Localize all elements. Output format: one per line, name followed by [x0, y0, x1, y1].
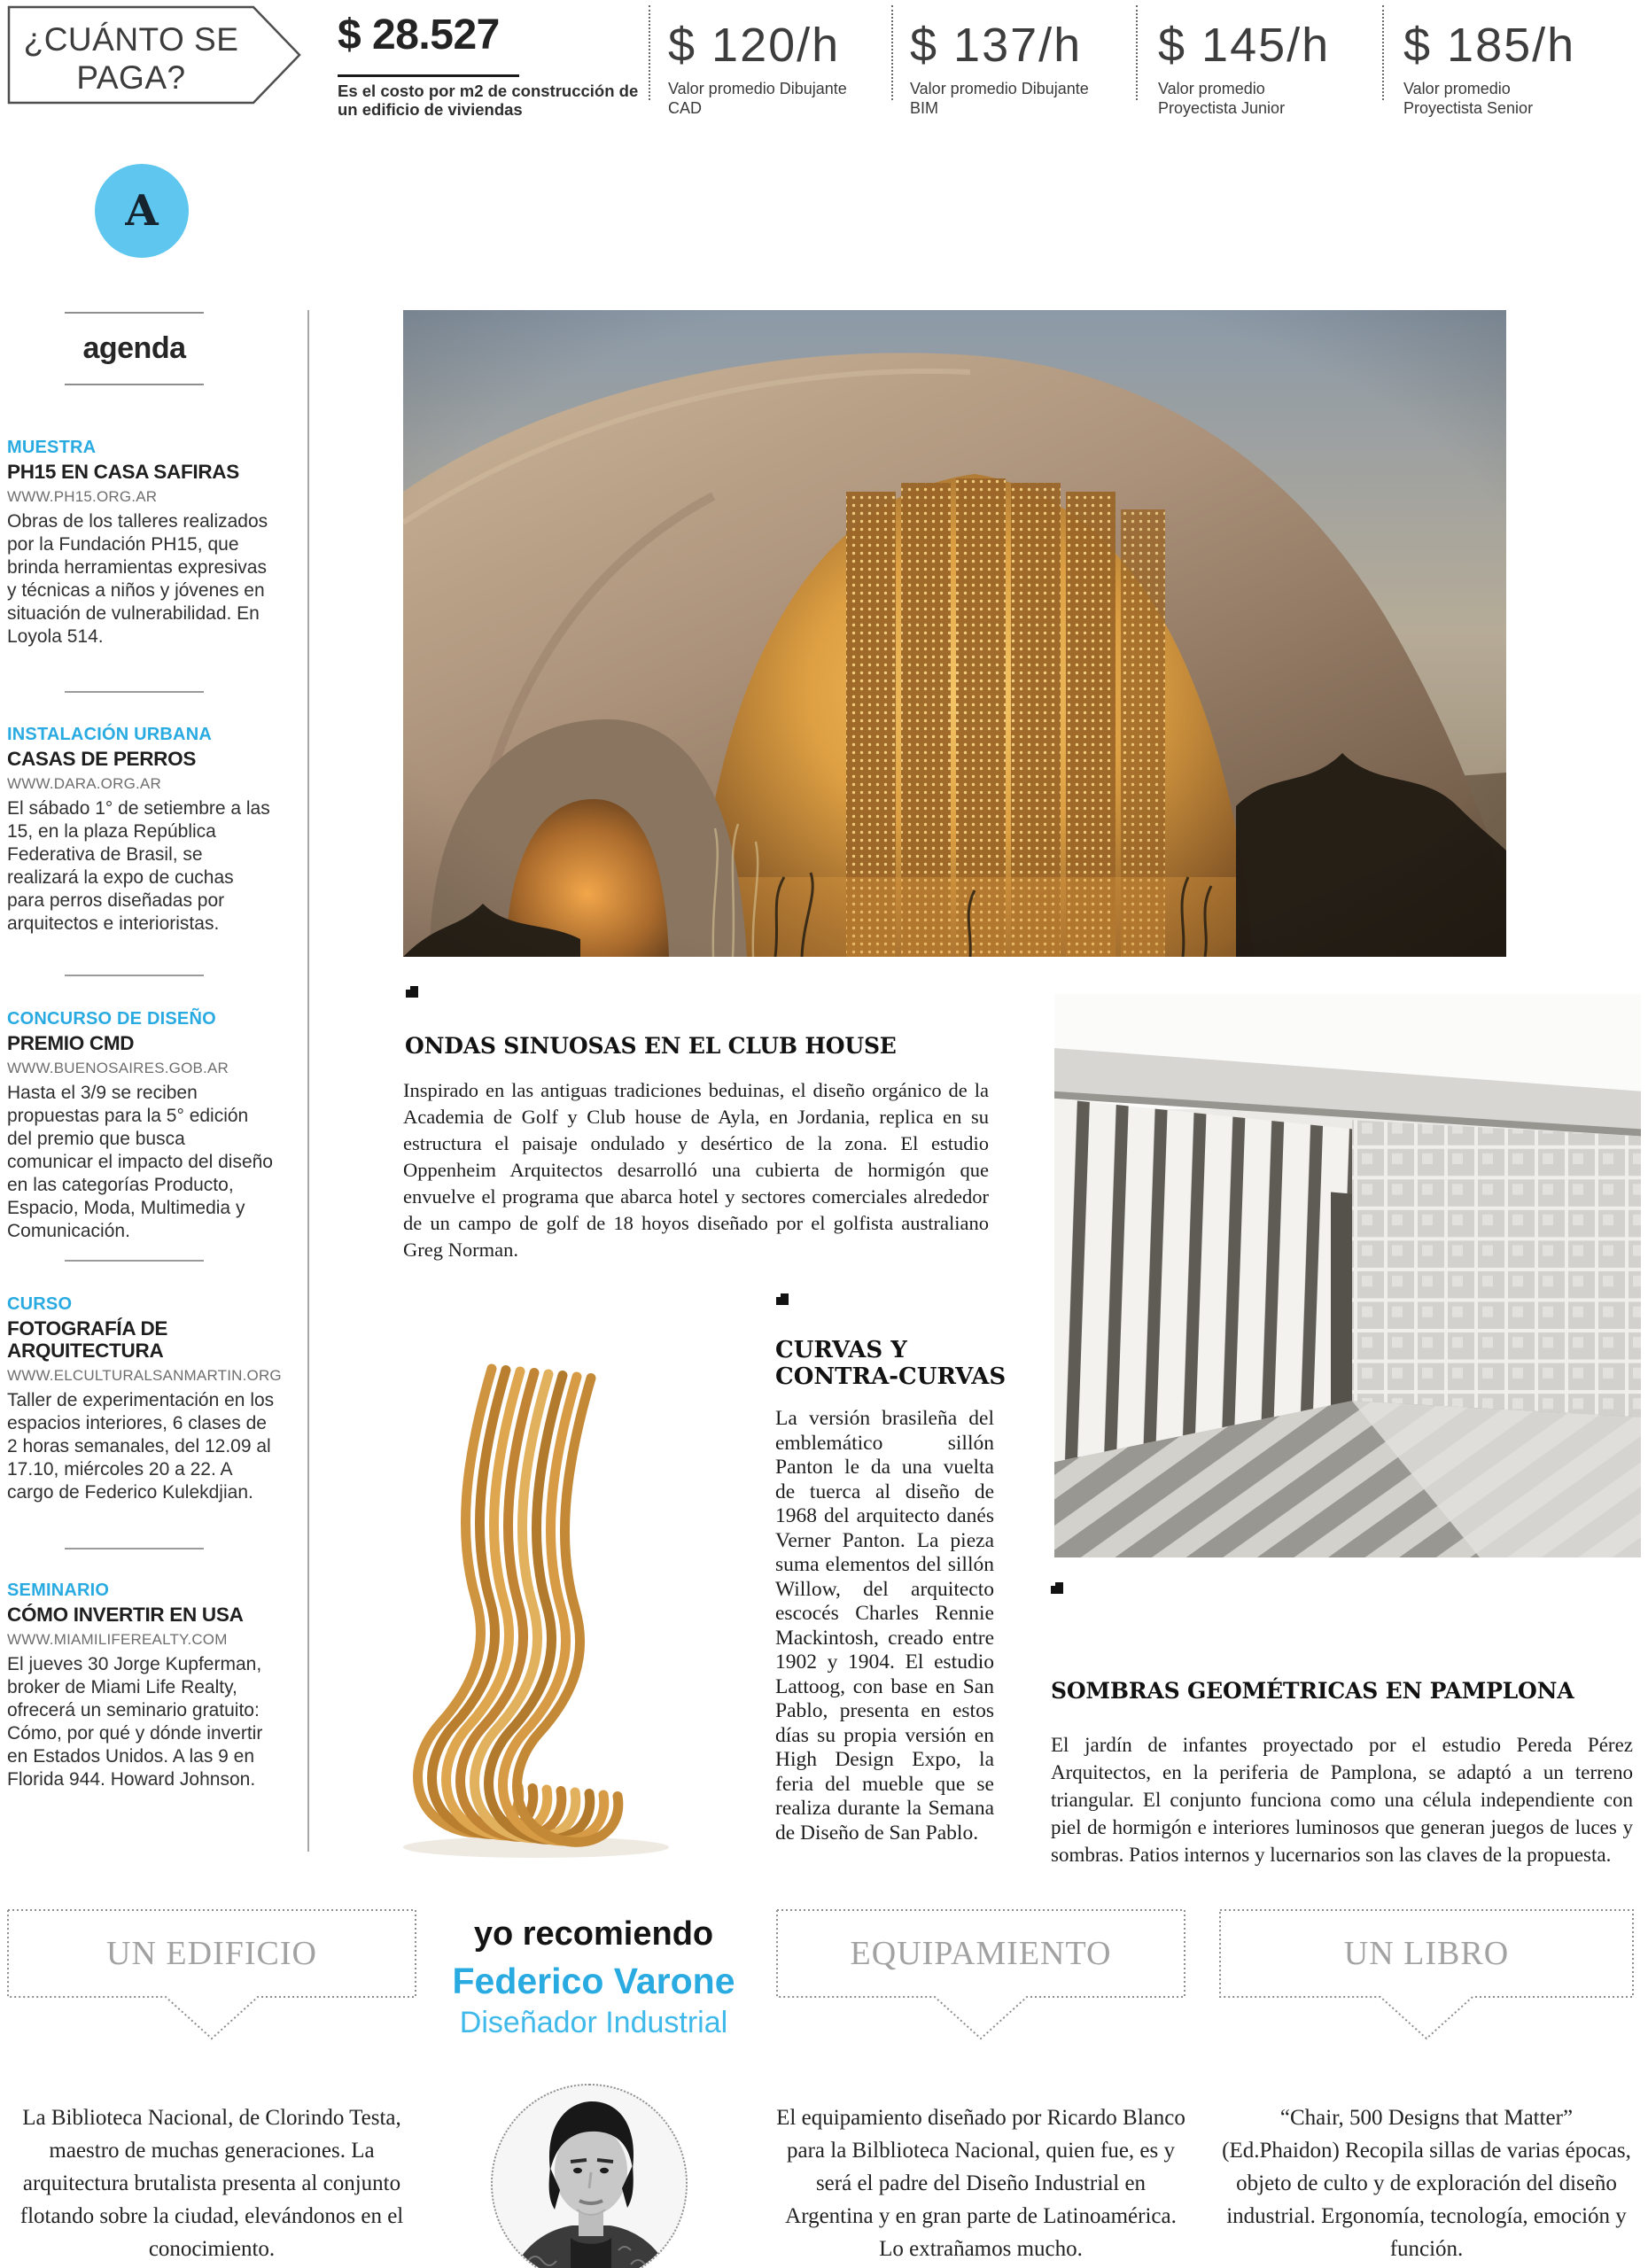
chair-photo	[359, 1333, 696, 1865]
clubhouse-body: Inspirado en las antiguas tradiciones beduinas, el diseño orgánico de la Academia de Golf y Club house de Ayla, en Jordania, replica en su estructura el paisaje ondulado y desértico de la zona. El estudio Oppenheim Arquitectos desarrolló una cubierta de hormigón que envuelve el programa que abarca hotel y sectores comerciales alrededor de un campo de golf de 18 hoyos diseñado por el golfista australiano Greg Norman.	[403, 1079, 989, 1261]
agenda-item-body: Hasta el 3/9 se reciben propuestas para la 5° edición del premio que busca comunicar el impacto del diseño en las categorías Producto, Espacio, Moda, Multimedia y Comunicación.	[7, 1083, 273, 1242]
agenda-item-body: El sábado 1° de setiembre a las 15, en la plaza República Federativa de Brasil, se realizará la expo de cuchas para perros diseñadas por arquitectos e interioristas.	[7, 798, 270, 935]
agenda-item-url: WWW.BUENOSAIRES.GOB.AR	[7, 1060, 229, 1077]
club-house-photo	[403, 310, 1506, 957]
banner-un-libro	[1219, 1909, 1634, 2042]
clubhouse-caption: ONDAS SINUOSAS EN EL CLUB HOUSE	[405, 1033, 897, 1059]
main-stat-desc: Es el costo por m2 de construcción de un edificio de viviendas	[338, 82, 639, 120]
banner-equipamiento	[776, 1909, 1185, 2042]
banner-label: UN EDIFICIO	[106, 1935, 317, 1972]
agenda-item-category: INSTALACIÓN URBANA	[7, 725, 212, 744]
corner-mark-icon	[1051, 1582, 1063, 1594]
agenda-item-title: CÓMO INVERTIR EN USA	[7, 1604, 244, 1626]
main-stat-rule	[338, 74, 519, 77]
agenda-item	[7, 1294, 282, 1504]
agenda-divider	[65, 975, 204, 976]
recommend-name: Federico Varone	[452, 1961, 735, 2001]
agenda-item-category: CURSO	[7, 1294, 73, 1314]
edificio-text: La Biblioteca Nacional, de Clorindo Testa, maestro de muchas generaciones. La arquitectura brutalista presenta al conjunto flotando sobre la ciudad, elevándonos en el conocimiento.	[19, 2106, 404, 2261]
banner-label: UN LIBRO	[1343, 1935, 1510, 1972]
agenda-item-category: SEMINARIO	[7, 1581, 110, 1600]
agenda-item-body: Taller de experimentación en los espacios interiores, 6 clases de 2 horas semanales, del 12.09 al 17.10, miércoles 20 a 22. A cargo de Federico Kulekdjian.	[7, 1390, 275, 1503]
equipamiento-text: El equipamiento diseñado por Ricardo Blanco para la Bilblioteca Nacional, quien fue, es y será el padre del Diseño Industrial en Argentina y en gran parte de Latinoamérica. Lo extrañamos mucho.	[776, 2106, 1185, 2261]
curvas-caption: CURVAS Y CONTRA-CURVAS	[775, 1337, 1007, 1390]
recommend-block	[416, 1915, 771, 2040]
portrait-illustration	[493, 2085, 688, 2268]
curvas-body: La versión brasileña del emblemático sillón Panton le da una vuelta de tuerca al diseño de 1968 del arquitecto danés Verner Panton. La pieza suma elementos del sillón Willow, del arquitecto escocés Charles Rennie Mackintosh, creado entre 1902 y 1904. El estudio Lattoog, con base en San Pablo, presenta en estos días su propia versión en High Design Expo, la feria del mueble que se realiza durante la Semana de Diseño de San Pablo.	[775, 1407, 994, 1845]
pamplona-photo	[1054, 994, 1641, 1557]
main-stat-value: $ 28.527	[338, 12, 500, 58]
topbar-question: ¿CUÁNTO SE PAGA?	[23, 21, 239, 96]
stat-label: Valor promedio Proyectista Senior	[1403, 80, 1534, 117]
topbar-separator	[649, 5, 650, 100]
recommend-role: Diseñador Industrial	[459, 2006, 728, 2039]
topbar-separator	[1382, 5, 1384, 100]
agenda-item-url: WWW.DARA.ORG.AR	[7, 775, 161, 793]
agenda-item-title: PREMIO CMD	[7, 1032, 135, 1054]
agenda-item-title: PH15 EN CASA SAFIRAS	[7, 461, 239, 483]
agenda-divider	[65, 1548, 204, 1550]
agenda-title: agenda	[65, 312, 204, 385]
pamplona-body: El jardín de infantes proyectado por el estudio Pereda Pérez Arquitectos, en la periferia de Pamplona, se adaptó a un terreno triangular. El conjunto funciona como una célula independiente con piel de hormigón e interiores luminosos que generan juegos de luces y sombras. Patios internos y lucernarios son las claves de la propuesta.	[1051, 1734, 1633, 1866]
stat-value: $ 145/h	[1158, 19, 1331, 72]
agenda-item-body: El jueves 30 Jorge Kupferman, broker de Miami Life Realty, ofrecerá un seminario gratuito: Cómo, por qué y dónde invertir en Estados Unidos. A las 9 en Florida 944. Howard Johnson.	[7, 1654, 263, 1790]
banner-un-edificio	[7, 1909, 416, 2042]
stat-value: $ 137/h	[910, 19, 1083, 72]
agenda-divider	[65, 691, 204, 693]
pamplona-caption: SOMBRAS GEOMÉTRICAS EN PAMPLONA	[1051, 1678, 1574, 1704]
agenda-item-title: FOTOGRAFÍA DE ARQUITECTURA	[7, 1317, 168, 1363]
agenda-item	[7, 438, 275, 649]
agenda-item	[7, 1009, 275, 1243]
corner-mark-icon	[406, 986, 418, 998]
agenda-item	[7, 725, 275, 936]
corner-mark-icon	[776, 1293, 789, 1305]
libro-text: “Chair, 500 Designs that Matter” (Ed.Phaidon) Recopila sillas de varias épocas, objeto de culto y de exploración del diseño industrial. Ergonomía, tecnología, emoción y función.	[1222, 2106, 1631, 2261]
agenda-item-category: CONCURSO DE DISEÑO	[7, 1009, 216, 1029]
topbar-separator	[1136, 5, 1138, 100]
agenda-item	[7, 1581, 275, 1791]
column-divider	[307, 310, 309, 1852]
agenda-item-url: WWW.MIAMILIFEREALTY.COM	[7, 1631, 228, 1649]
stat-label: Valor promedio Dibujante CAD	[668, 80, 847, 117]
agenda-item-category: MUESTRA	[7, 438, 97, 457]
stat-value: $ 120/h	[668, 19, 841, 72]
banner-label: EQUIPAMIENTO	[850, 1935, 1112, 1972]
agenda-item-url: WWW.ELCULTURALSANMARTIN.ORG	[7, 1367, 282, 1385]
stat-label: Valor promedio Proyectista Junior	[1158, 80, 1286, 117]
section-badge: A	[95, 164, 189, 258]
topbar-separator	[891, 5, 893, 100]
agenda-item-url: WWW.PH15.ORG.AR	[7, 488, 158, 506]
agenda-item-title: CASAS DE PERROS	[7, 748, 197, 770]
stat-value: $ 185/h	[1403, 19, 1576, 72]
agenda-divider	[65, 1260, 204, 1262]
agenda-item-body: Obras de los talleres realizados por la Fundación PH15, que brinda herramientas expresivas y técnicas a niños y jóvenes en situación de vulnerabilidad. En Loyola 514.	[7, 511, 268, 648]
avatar	[491, 2084, 688, 2268]
stat-label: Valor promedio Dibujante BIM	[910, 80, 1089, 117]
recommend-kicker: yo recomiendo	[473, 1915, 714, 1953]
